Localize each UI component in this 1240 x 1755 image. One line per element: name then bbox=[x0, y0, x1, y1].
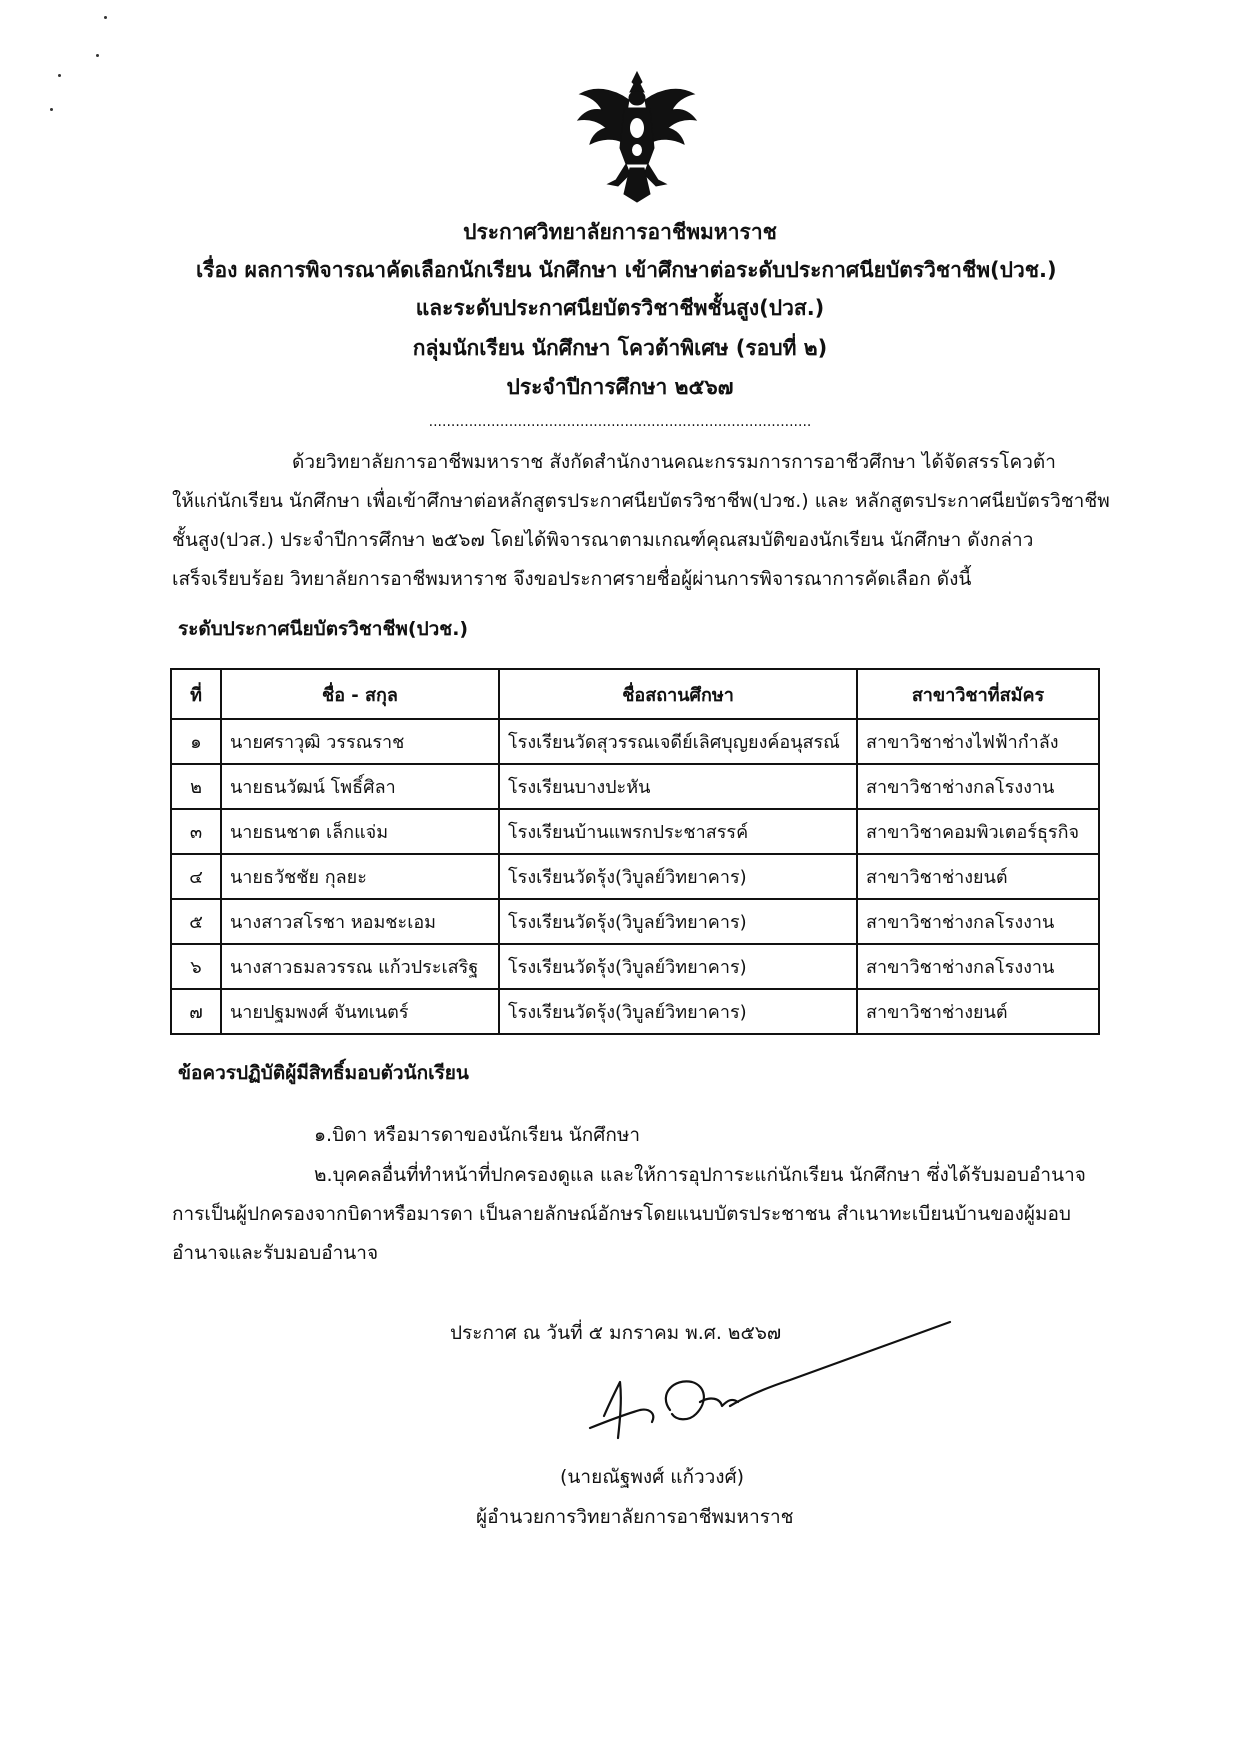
section-title: ระดับประกาศนียบัตรวิชาชีพ(ปวช.) bbox=[178, 618, 469, 640]
scan-speck bbox=[104, 16, 107, 19]
cell-name: นายธนวัฒน์ โพธิ์ศิลา bbox=[221, 764, 499, 809]
cell-name: นายศราวุฒิ วรรณราช bbox=[221, 719, 499, 764]
header-name: ชื่อ - สกุล bbox=[221, 669, 499, 719]
intro-line-4: เสร็จเรียบร้อย วิทยาลัยการอาชีพมหาราช จึงขอประกาศรายชื่อผู้ผ่านการพิจารณาการคัดเลือก ดังนี้ bbox=[172, 568, 972, 590]
subject-line-3: กลุ่มนักเรียน นักศึกษา โควต้าพิเศษ (รอบที่ ๒) bbox=[412, 336, 828, 360]
cell-no: ๕ bbox=[171, 899, 221, 944]
guardian-item-1: ๑.บิดา หรือมารดาของนักเรียน นักศึกษา bbox=[314, 1124, 641, 1146]
cell-school: โรงเรียนบ้านแพรกประชาสรรค์ bbox=[499, 809, 857, 854]
signer-title: ผู้อำนวยการวิทยาลัยการอาชีพมหาราช bbox=[476, 1506, 794, 1528]
header-school: ชื่อสถานศึกษา bbox=[499, 669, 857, 719]
announcement-title: ประกาศวิทยาลัยการอาชีพมหาราช bbox=[463, 220, 777, 244]
header-no: ที่ bbox=[171, 669, 221, 719]
header-major: สาขาวิชาที่สมัคร bbox=[857, 669, 1099, 719]
cell-no: ๔ bbox=[171, 854, 221, 899]
cell-name: นางสาวสโรชา หอมชะเอม bbox=[221, 899, 499, 944]
cell-major: สาขาวิชาช่างไฟฟ้ากำลัง bbox=[857, 719, 1099, 764]
cell-school: โรงเรียนวัดสุวรรณเจดีย์เลิศบุญยงค์อนุสรณ์ bbox=[499, 719, 857, 764]
cell-school: โรงเรียนวัดรุ้ง(วิบูลย์วิทยาคาร) bbox=[499, 899, 857, 944]
cell-school: โรงเรียนวัดรุ้ง(วิบูลย์วิทยาคาร) bbox=[499, 989, 857, 1034]
cell-no: ๗ bbox=[171, 989, 221, 1034]
subject-line: เรื่อง ผลการพิจารณาคัดเลือกนักเรียน นักศึกษา เข้าศึกษาต่อระดับประกาศนียบัตรวิชาชีพ(ปวช.) bbox=[196, 258, 1057, 282]
guardian-title: ข้อควรปฏิบัติผู้มีสิทธิ์มอบตัวนักเรียน bbox=[178, 1062, 469, 1084]
scan-speck bbox=[58, 74, 61, 77]
table-row bbox=[171, 809, 1099, 854]
table-row bbox=[171, 899, 1099, 944]
signature-icon bbox=[560, 1310, 960, 1460]
cell-no: ๒ bbox=[171, 764, 221, 809]
cell-no: ๖ bbox=[171, 944, 221, 989]
separator-dots: ...................................................................................... bbox=[428, 414, 812, 430]
cell-school: โรงเรียนวัดรุ้ง(วิบูลย์วิทยาคาร) bbox=[499, 854, 857, 899]
garuda-emblem-icon bbox=[572, 68, 702, 208]
cell-name: นายธนชาต เล็กแจ่ม bbox=[221, 809, 499, 854]
table-row bbox=[171, 944, 1099, 989]
guardian-item-2-line-3: อำนาจและรับมอบอำนาจ bbox=[172, 1242, 379, 1264]
intro-line-2: ให้แก่นักเรียน นักศึกษา เพื่อเข้าศึกษาต่อหลักสูตรประกาศนียบัตรวิชาชีพ(ปวช.) และ หลักสูตรประกาศนียบัตรวิชาชีพ bbox=[172, 490, 1110, 512]
subject-line-2: และระดับประกาศนียบัตรวิชาชีพชั้นสูง(ปวส.) bbox=[415, 296, 825, 320]
cell-major: สาขาวิชาช่างยนต์ bbox=[857, 854, 1099, 899]
signer-name: (นายณัฐพงศ์ แก้ววงศ์) bbox=[560, 1466, 745, 1488]
cell-name: นายธวัชชัย กุลยะ bbox=[221, 854, 499, 899]
announce-date: ประกาศ ณ วันที่ ๕ มกราคม พ.ศ. ๒๕๖๗ bbox=[450, 1322, 782, 1344]
cell-school: โรงเรียนบางปะหัน bbox=[499, 764, 857, 809]
cell-school: โรงเรียนวัดรุ้ง(วิบูลย์วิทยาคาร) bbox=[499, 944, 857, 989]
guardian-item-2-line-2: การเป็นผู้ปกครองจากบิดาหรือมารดา เป็นลายลักษณ์อักษรโดยแนบบัตรประชาชน สำเนาทะเบียนบ้านของผู้มอบ bbox=[172, 1203, 1071, 1225]
cell-name: นางสาวธมลวรรณ แก้วประเสริฐ bbox=[221, 944, 499, 989]
cell-no: ๓ bbox=[171, 809, 221, 854]
academic-year: ประจำปีการศึกษา ๒๕๖๗ bbox=[506, 375, 734, 399]
table-row bbox=[171, 719, 1099, 764]
cell-no: ๑ bbox=[171, 719, 221, 764]
table-row bbox=[171, 854, 1099, 899]
intro-line-3: ชั้นสูง(ปวส.) ประจำปีการศึกษา ๒๕๖๗ โดยได้พิจารณาตามเกณฑ์คุณสมบัติของนักเรียน นักศึกษา ดังกล่าว bbox=[172, 529, 1034, 551]
table-row bbox=[171, 989, 1099, 1034]
table-row bbox=[171, 764, 1099, 809]
cell-major: สาขาวิชาช่างกลโรงงาน bbox=[857, 899, 1099, 944]
table-header-row bbox=[171, 669, 1099, 719]
cell-major: สาขาวิชาช่างกลโรงงาน bbox=[857, 944, 1099, 989]
guardian-item-2-line-1: ๒.บุคคลอื่นที่ทำหน้าที่ปกครองดูแล และให้การอุปการะแก่นักเรียน นักศึกษา ซึ่งได้รับมอบอำนาจ bbox=[314, 1164, 1086, 1186]
students-table bbox=[170, 668, 1100, 1035]
cell-name: นายปฐมพงศ์ จันทเนตร์ bbox=[221, 989, 499, 1034]
cell-major: สาขาวิชาช่างกลโรงงาน bbox=[857, 764, 1099, 809]
intro-line-1: ด้วยวิทยาลัยการอาชีพมหาราช สังกัดสำนักงานคณะกรรมการการอาชีวศึกษา ได้จัดสรรโควต้า bbox=[292, 451, 1056, 473]
cell-major: สาขาวิชาช่างยนต์ bbox=[857, 989, 1099, 1034]
scan-speck bbox=[96, 54, 99, 57]
cell-major: สาขาวิชาคอมพิวเตอร์ธุรกิจ bbox=[857, 809, 1099, 854]
scan-speck bbox=[50, 108, 53, 111]
